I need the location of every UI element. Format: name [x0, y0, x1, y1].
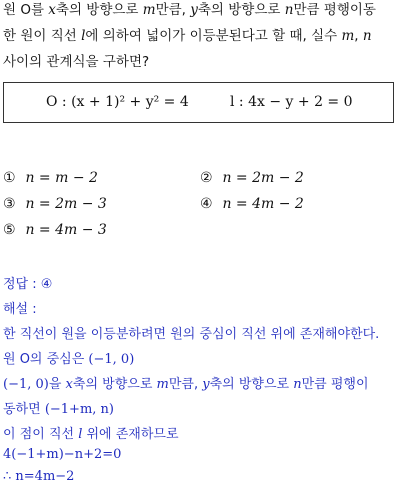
- solution-text: 을: [48, 377, 66, 392]
- solution-text: 축의 방향으로: [209, 377, 294, 392]
- option-number: ⑤: [3, 222, 16, 238]
- option-5[interactable]: [3, 222, 107, 238]
- option-4[interactable]: [200, 196, 304, 212]
- solution-text: 만큼 평행이: [301, 377, 369, 392]
- math-var-l: l: [78, 427, 83, 442]
- question-text: 만큼,: [155, 2, 191, 18]
- math-var-y: y: [190, 2, 198, 18]
- math-var-x: x: [48, 2, 56, 18]
- solution-text: 동하면: [3, 402, 45, 417]
- option-number: ③: [3, 196, 16, 212]
- math-expression: (−1, 0): [3, 377, 49, 392]
- question-line-1: [3, 1, 376, 19]
- math-var-y: y: [202, 377, 210, 392]
- option-expression: n = m − 2: [25, 170, 98, 186]
- option-expression: n = 4m − 2: [222, 196, 304, 212]
- math-var-m: m: [341, 28, 355, 44]
- question-line-3: 사이의 관계식을 구하면?: [3, 54, 150, 70]
- question-text: 축의 방향으로: [55, 2, 143, 18]
- solution-line-6: 4(−1+m)−n+2=0: [3, 447, 122, 462]
- option-number: ④: [200, 196, 213, 212]
- option-2[interactable]: [200, 170, 304, 186]
- explanation-label: 해설 :: [3, 302, 37, 317]
- solution-text: 이 점이 직선: [3, 427, 79, 442]
- answer-label: 정답 : ④: [3, 277, 53, 292]
- solution-line-5: [3, 423, 179, 442]
- math-var-m: m: [142, 2, 156, 18]
- question-text: 한 원이 직선: [3, 28, 82, 44]
- option-expression: n = 2m − 3: [25, 196, 107, 212]
- option-number: ②: [200, 170, 213, 186]
- line-equation: l : 4x − y + 2 = 0: [230, 94, 353, 110]
- solution-line-4: [3, 398, 114, 417]
- question-text: ,: [354, 28, 363, 44]
- solution-text: 원 O의 중심은: [3, 352, 89, 367]
- math-expression: (−1, 0): [88, 352, 135, 367]
- math-var-l: l: [81, 28, 86, 44]
- question-line-2: [3, 27, 372, 45]
- solution-text: 위에 존재하므로: [82, 427, 179, 442]
- question-text: 원 O를: [3, 2, 49, 18]
- option-number: ①: [3, 170, 16, 186]
- math-var-x: x: [65, 377, 73, 392]
- question-text: 에 의하여 넓이가 이등분된다고 할 때, 실수: [85, 28, 342, 44]
- solution-line-1: 한 직선이 원을 이등분하려면 원의 중심이 직선 위에 존재해야한다.: [3, 327, 380, 342]
- math-var-m: m: [156, 377, 169, 392]
- solution-text: 만큼,: [168, 377, 203, 392]
- solution-text: 축의 방향으로: [72, 377, 157, 392]
- equation-box: [3, 82, 394, 123]
- solution-line-3: [3, 373, 369, 392]
- math-var-n: n: [362, 28, 372, 44]
- math-var-n: n: [293, 377, 302, 392]
- option-expression: n = 2m − 2: [222, 170, 304, 186]
- math-expression: (−1+m, n): [44, 402, 114, 417]
- math-var-n: n: [284, 2, 294, 18]
- question-text: 만큼 평행이동: [293, 2, 376, 18]
- option-3[interactable]: [3, 196, 107, 212]
- solution-line-2: [3, 348, 134, 367]
- solution-line-7: ∴ n=4m−2: [3, 469, 75, 484]
- option-expression: n = 4m − 3: [25, 222, 107, 238]
- option-1[interactable]: [3, 170, 98, 186]
- circle-equation: O : (x + 1)² + y² = 4: [46, 94, 189, 110]
- question-text: 축의 방향으로: [197, 2, 285, 18]
